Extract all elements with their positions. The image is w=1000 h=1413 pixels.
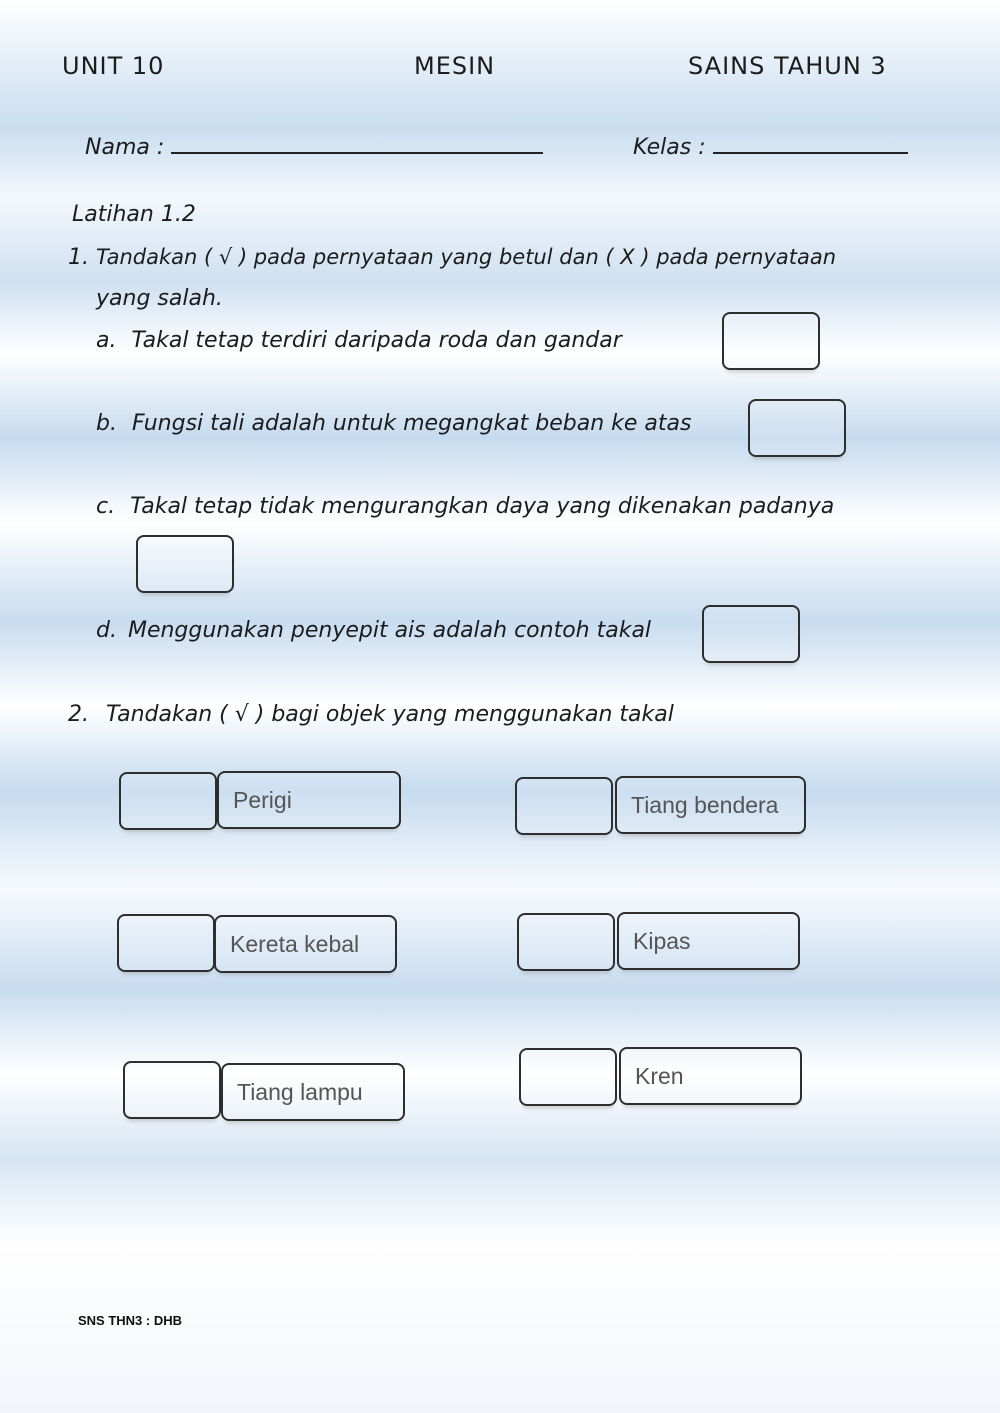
q2-check-box-tiang-bendera[interactable] bbox=[515, 777, 613, 835]
q1-instruction-line1: Tandakan ( √ ) pada pernyataan yang betul dan ( X ) pada pernyataan bbox=[96, 245, 837, 269]
class-row bbox=[633, 132, 908, 160]
q1-item-text: Takal tetap terdiri daripada roda dan gandar bbox=[131, 328, 622, 353]
q1-answer-box-b[interactable] bbox=[748, 399, 846, 457]
q1-answer-box-d[interactable] bbox=[702, 605, 800, 663]
q1-item-text: Fungsi tali adalah untuk megangkat beban ke atas bbox=[131, 411, 692, 436]
q2-instruction-row bbox=[68, 702, 674, 727]
q2-object-kereta-kebal: Kereta kebal bbox=[214, 915, 397, 973]
q1-item-letter: d. bbox=[96, 618, 117, 643]
q1-item-text: Takal tetap tidak mengurangkan daya yang dikenakan padanya bbox=[130, 494, 835, 519]
q1-instruction-line2: yang salah. bbox=[96, 286, 223, 311]
q1-item-letter: a. bbox=[96, 328, 117, 353]
footer-code: SNS THN3 : DHB bbox=[78, 1313, 183, 1328]
q2-check-box-kren[interactable] bbox=[519, 1048, 617, 1106]
name-row bbox=[85, 132, 543, 160]
q1-item-a bbox=[96, 328, 622, 353]
q2-instruction: Tandakan ( √ ) bagi objek yang menggunakan takal bbox=[106, 702, 674, 727]
name-field[interactable] bbox=[171, 132, 543, 154]
unit-label: UNIT 10 bbox=[62, 52, 165, 80]
q2-object-tiang-bendera: Tiang bendera bbox=[615, 776, 806, 834]
q2-check-box-kereta-kebal[interactable] bbox=[117, 914, 215, 972]
q1-item-letter: c. bbox=[96, 494, 116, 519]
q2-object-kren: Kren bbox=[619, 1047, 802, 1105]
q1-answer-box-c[interactable] bbox=[136, 535, 234, 593]
q2-object-tiang-lampu: Tiang lampu bbox=[221, 1063, 405, 1121]
q2-check-box-perigi[interactable] bbox=[119, 772, 217, 830]
name-label: Nama : bbox=[85, 135, 165, 160]
q2-object-kipas: Kipas bbox=[617, 912, 800, 970]
q1-item-d bbox=[96, 618, 651, 643]
q2-check-box-kipas[interactable] bbox=[517, 913, 615, 971]
topic-title: MESIN bbox=[414, 52, 496, 80]
q1-item-c bbox=[96, 494, 834, 519]
class-field[interactable] bbox=[713, 132, 908, 154]
q2-number: 2. bbox=[68, 702, 89, 727]
class-label: Kelas : bbox=[633, 135, 706, 160]
exercise-title: Latihan 1.2 bbox=[72, 202, 196, 227]
q2-object-perigi: Perigi bbox=[217, 771, 401, 829]
q1-item-text: Menggunakan penyepit ais adalah contoh takal bbox=[127, 618, 652, 643]
q1-number: 1. bbox=[68, 245, 89, 270]
q1-item-b bbox=[96, 411, 692, 436]
subject-label: SAINS TAHUN 3 bbox=[688, 52, 887, 80]
q2-check-box-tiang-lampu[interactable] bbox=[123, 1061, 221, 1119]
q1-item-letter: b. bbox=[96, 411, 117, 436]
q1-answer-box-a[interactable] bbox=[722, 312, 820, 370]
